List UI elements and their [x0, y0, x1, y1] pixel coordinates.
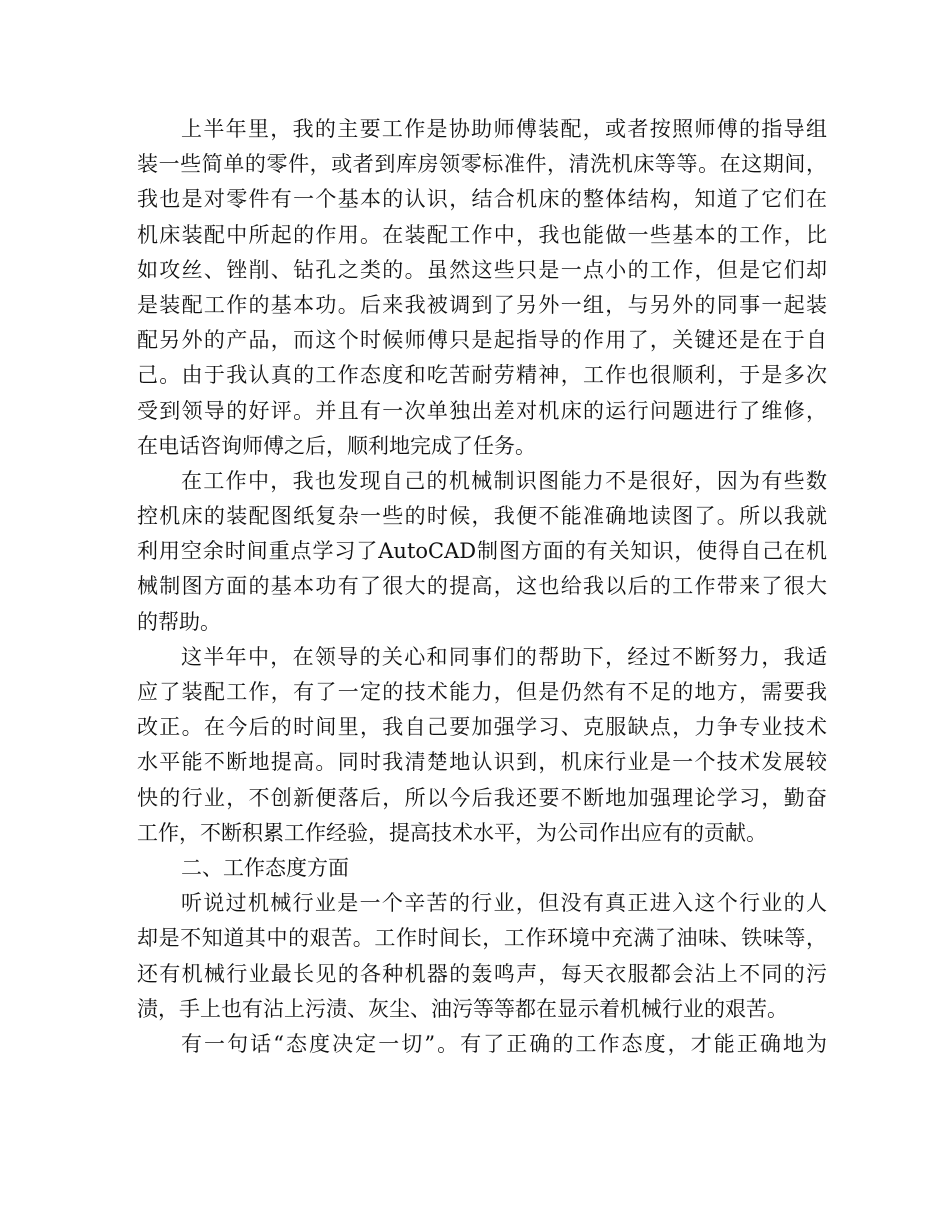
text-line: 听说过机械行业是一个辛苦的行业，但没有真正进入这个行业的人 [181, 891, 827, 916]
text-line: 改正。在今后的时间里，我自己要加强学习、克服缺点，力争专业技术 [137, 715, 827, 740]
text-line: 工作，不断积累工作经验，提高技术水平，为公司作出应有的贡献。 [137, 820, 767, 845]
text-line: 械制图方面的基本功有了很大的提高，这也给我以后的工作带来了很大 [137, 574, 827, 599]
text-line: 受到领导的好评。并且有一次单独出差对机床的运行问题进行了维修， [137, 398, 827, 423]
text-line: 二、工作态度方面 [181, 855, 349, 880]
text-line: 配另外的产品，而这个时候师傅只是起指导的作用了，关键还是在于自 [137, 328, 827, 353]
document-body [137, 112, 827, 1062]
text-line: 还有机械行业最长见的各种机器的轰鸣声，每天衣服都会沾上不同的污 [137, 961, 827, 986]
text-line: 我也是对零件有一个基本的认识，结合机床的整体结构，知道了它们在 [137, 187, 827, 212]
text-line: 却是不知道其中的艰苦。工作时间长，工作环境中充满了油味、铁味等， [137, 926, 827, 951]
text-line: 的帮助。 [137, 609, 221, 634]
text-line: 己。由于我认真的工作态度和吃苦耐劳精神，工作也很顺利，于是多次 [137, 363, 827, 388]
text-line: 如攻丝、锉削、钻孔之类的。虽然这些只是一点小的工作，但是它们却 [137, 257, 827, 282]
text-line: 上半年里，我的主要工作是协助师傅装配，或者按照师傅的指导组 [181, 117, 827, 141]
text-line: 水平能不断地提高。同时我清楚地认识到，机床行业是一个技术发展较 [137, 750, 827, 775]
text-line: 渍，手上也有沾上污渍、灰尘、油污等等都在显示着机械行业的艰苦。 [137, 996, 788, 1021]
text-line: 在工作中，我也发现自己的机械制识图能力不是很好，因为有些数 [181, 468, 827, 493]
text-line: 控机床的装配图纸复杂一些的时候，我便不能准确地读图了。所以我就 [137, 504, 827, 529]
text-line: 有一句话“态度决定一切”。有了正确的工作态度，才能正确地为 [181, 1031, 827, 1056]
text-line: 在电话咨询师傅之后，顺利地完成了任务。 [137, 433, 536, 458]
text-line: 机床装配中所起的作用。在装配工作中，我也能做一些基本的工作，比 [137, 222, 827, 247]
text-line: 应了装配工作，有了一定的技术能力，但是仍然有不足的地方，需要我 [137, 680, 827, 704]
text-line: 是装配工作的基本功。后来我被调到了另外一组，与另外的同事一起装 [137, 292, 827, 317]
text-line: 快的行业，不创新便落后，所以今后我还要不断地加强理论学习，勤奋 [137, 785, 827, 810]
text-line: 利用空余时间重点学习了AutoCAD制图方面的有关知识，使得自己在机 [137, 539, 827, 564]
text-line: 这半年中，在领导的关心和同事们的帮助下，经过不断努力，我适 [181, 644, 827, 669]
text-line: 装一些简单的零件，或者到库房领零标准件，清洗机床等等。在这期间， [137, 152, 827, 177]
